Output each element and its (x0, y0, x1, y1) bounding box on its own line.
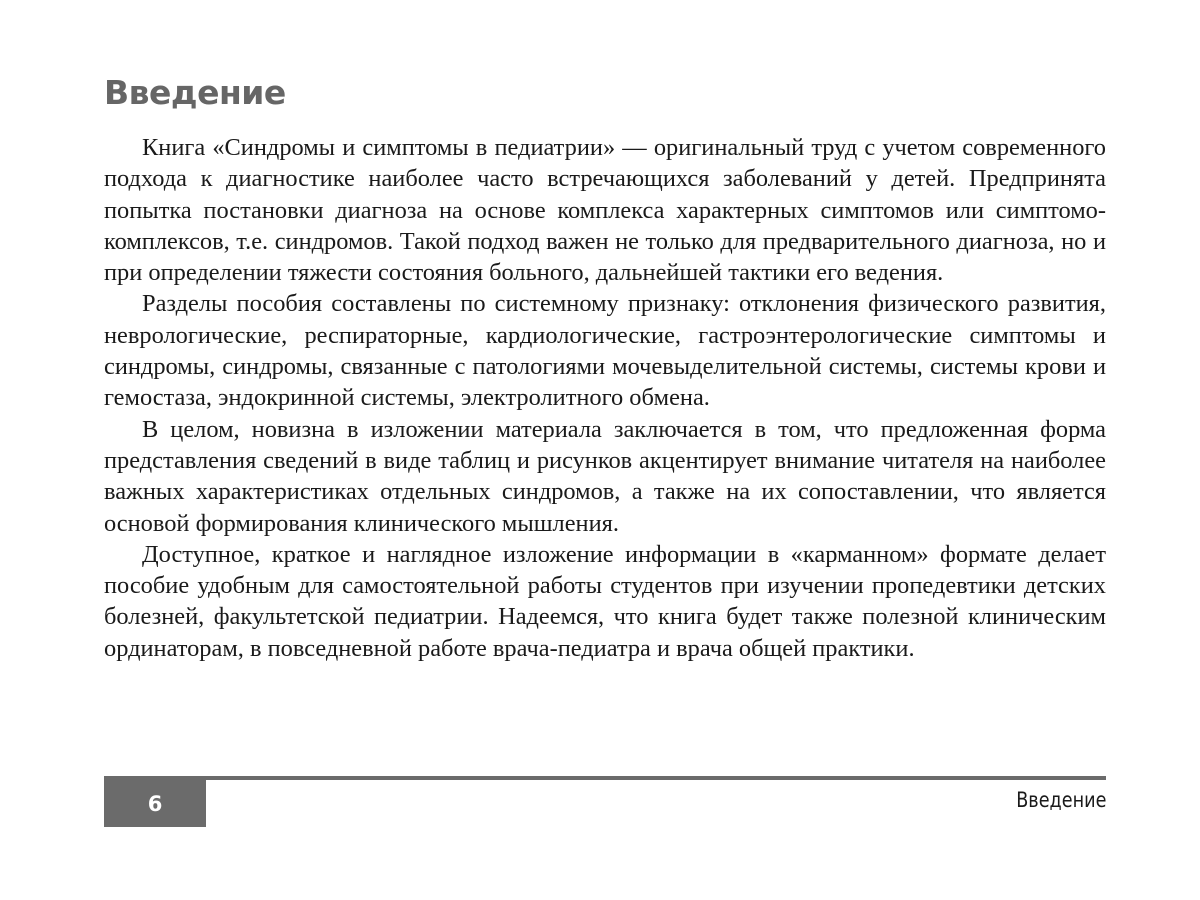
page-number: 6 (104, 780, 206, 827)
footer-divider (104, 776, 1106, 780)
page-heading: Введение (104, 73, 286, 112)
paragraph-2: Разделы пособия составлены по системному признаку: отклонения физического развития, неврологические, респираторные, кардиологические, гастроэнтерологические симптомы и синдромы, синдромы, связанные с патологиями мочевыделительной системы, системы крови и гемостаза, эндокринной системы, электролитного обмена. (104, 290, 1106, 412)
paragraph-1: Книга «Синдромы и симптомы в педиатрии» — оригинальный труд с учетом современного подхода к диагностике наиболее часто встречающихся заболеваний у детей. Предпринята попытка постановки диагноза на основе комплекса характерных симптомов или симптомокомплексов, т.е. синдромов. Такой подход важен не только для предварительного диагноза, но и при определении тяжести состояния больного, дальнейшей тактики его ведения. (104, 134, 1106, 287)
paragraph-4: Доступное, краткое и наглядное изложение информации в «карманном» формате делает пособие удобным для самостоятельной работы студентов при изучении пропедевтики детских болезней, факультетской педиатрии. Надеемся, что книга будет также полезной клиническим ординаторам, в повседневной работе врача-педиатра и врача общей практики. (104, 540, 1106, 662)
running-head: Введение (1015, 788, 1106, 812)
body-text (104, 132, 1106, 664)
paragraph-3: В целом, новизна в изложении материала заключается в том, что предложенная форма представления сведений в виде таблиц и рисунков акцентирует внимание читателя на наиболее важных характеристиках отдельных синдромов, а также на их сопоставлении, что является основой формирования клинического мышления. (104, 415, 1106, 537)
